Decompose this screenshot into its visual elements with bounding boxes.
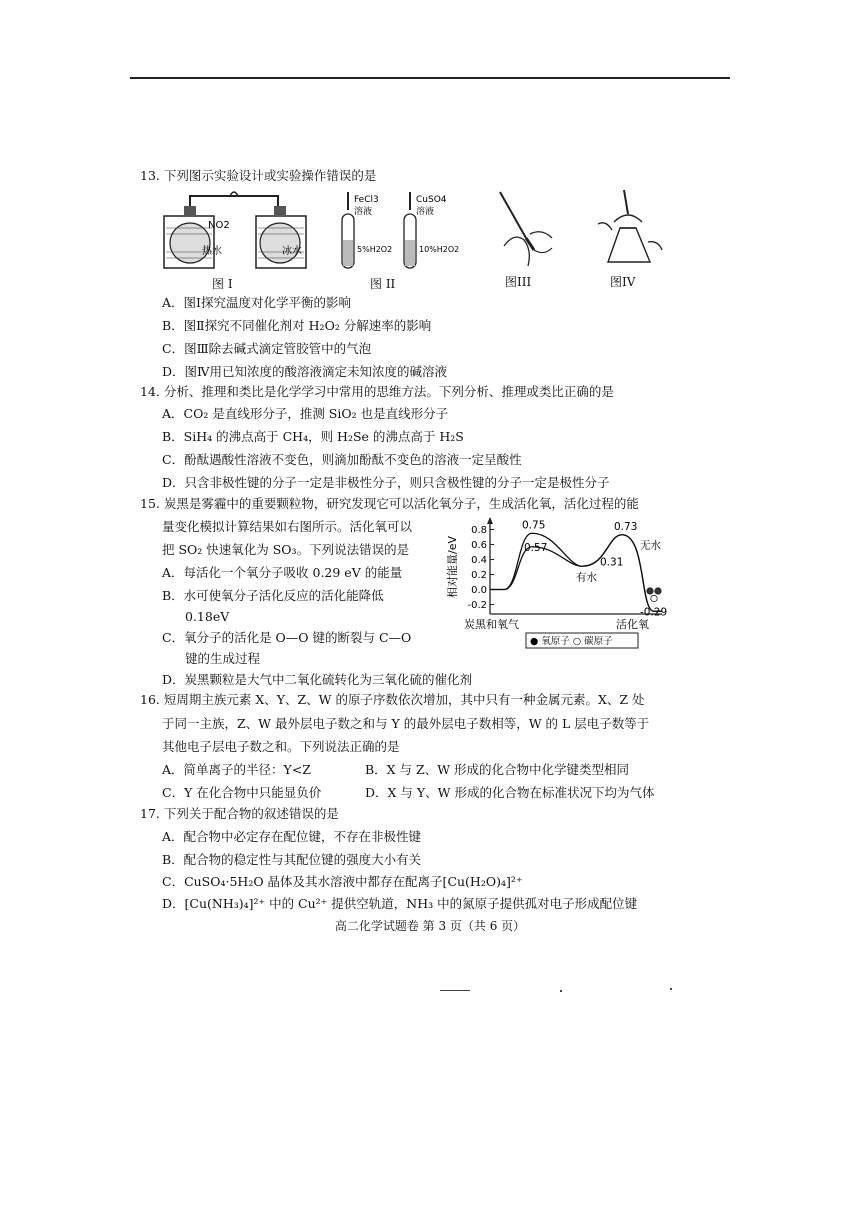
q16-stem-line3: 其他电子层电子数之和。下列说法正确的是: [162, 739, 400, 754]
chart-molecule-icon: [647, 588, 661, 602]
q15-option-b-line2: 0.18eV: [185, 609, 230, 624]
fig2-caption: 图 II: [370, 277, 396, 291]
q15-option-d: D．炭黑颗粒是大气中二氧化硫转化为三氧化硫的催化剂: [162, 672, 473, 687]
chart-label-neg-0-29: -0.29: [640, 606, 668, 619]
fig1-no2-label: NO2: [208, 220, 230, 231]
q13-option-c: C．图Ⅲ除去碱式滴定管胶管中的气泡: [162, 341, 372, 356]
q15-stem-line3: 把 SO₂ 快速氧化为 SO₃。下列说法错误的是: [162, 542, 410, 557]
fig2-cuso4-solution-label: 溶液: [416, 207, 435, 217]
chart-y-tick-label: 0.4: [471, 555, 487, 566]
q17-option-c: C．CuSO₄·5H₂O 晶体及其水溶液中都存在配离子[Cu(H₂O)₄]²⁺: [162, 874, 523, 889]
q15-option-b-line1: B．水可使氧分子活化反应的活化能降低: [162, 588, 384, 603]
energy-profile-chart: [440, 516, 670, 658]
top-rule: [130, 77, 730, 79]
q15-option-c-line2: 键的生成过程: [185, 651, 261, 666]
chart-x-label-left: 炭黑和氧气: [464, 618, 519, 631]
q15-stem-line1: 15. 炭黑是雾霾中的重要颗粒物，研究发现它可以活化氧分子，生成活化氧，活化过程的能: [140, 496, 639, 511]
chart-y-axis-label: 相对能量/eV: [446, 536, 459, 598]
q17-option-a: A．配合物中必定存在配位键，不存在非极性键: [162, 829, 422, 844]
q14-option-d: D．只含非极性键的分子一定是非极性分子，则只含极性键的分子一定是极性分子: [162, 475, 610, 490]
scan-mark: [440, 990, 470, 991]
q15-option-c-line1: C．氧分子的活化是 O—O 键的断裂与 C—O: [162, 630, 412, 645]
q17-option-b: B．配合物的稳定性与其配位键的强度大小有关: [162, 852, 422, 867]
q13-stem: 13. 下列图示实验设计或实验操作错误的是: [140, 168, 377, 183]
q15-stem-line2: 量变化模拟计算结果如右图所示。活化氧可以: [162, 519, 413, 534]
fig1-caption: 图 I: [212, 277, 233, 291]
q17-option-d: D．[Cu(NH₃)₄]²⁺ 中的 Cu²⁺ 提供空轨道，NH₃ 中的氮原子提供孤对电子形成配位键: [162, 896, 638, 911]
figure-4-apparatus: [590, 188, 670, 272]
q13-option-a: A．图Ⅰ探究温度对化学平衡的影响: [162, 295, 351, 310]
chart-label-0-73: 0.73: [614, 520, 638, 533]
chart-label-0-75: 0.75: [522, 519, 546, 532]
chart-series-label-no-water: 无水: [640, 539, 661, 552]
fig3-caption: 图III: [505, 275, 532, 289]
fig2-cuso4-label: CuSO4: [416, 195, 447, 205]
q16-stem-line1: 16. 短周期主族元素 X、Y、Z、W 的原子序数依次增加，其中只有一种金属元素。X、Z 处: [140, 692, 645, 707]
q14-option-a: A．CO₂ 是直线形分子，推测 SiO₂ 也是直线形分子: [162, 406, 449, 421]
fig2-h2o2-10-label: 10%H2O2: [419, 245, 460, 254]
chart-y-tick-label: 0.6: [471, 540, 487, 551]
q15-option-a: A．每活化一个氧分子吸收 0.29 eV 的能量: [162, 565, 403, 580]
scan-mark: [560, 990, 562, 992]
chart-y-tick-label: 0.8: [471, 525, 487, 536]
fig2-h2o2-5-label: 5%H2O2: [357, 245, 393, 254]
q13-option-d: D．图Ⅳ用已知浓度的酸溶液滴定未知浓度的碱溶液: [162, 364, 448, 379]
figure-1-apparatus: [160, 188, 330, 288]
scan-mark: [670, 988, 672, 990]
chart-y-tick-label: 0.2: [471, 570, 487, 581]
page-footer: 高二化学试题卷 第 3 页（共 6 页）: [334, 919, 526, 933]
fig2-fecl3-solution-label: 溶液: [354, 207, 373, 217]
q16-option-a: A．简单离子的半径：Y<Z: [162, 762, 311, 777]
chart-x-label-right: 活化氧: [616, 618, 649, 631]
fig2-fecl3-label: FeCl3: [354, 195, 379, 205]
chart-legend: ● 氧原子 ○ 碳原子: [530, 636, 613, 647]
chart-y-tick-label: 0.0: [471, 585, 487, 596]
q14-stem: 14. 分析、推理和类比是化学学习中常用的思维方法。下列分析、推理或类比正确的是: [140, 384, 614, 399]
q16-option-b: B．X 与 Z、W 形成的化合物中化学键类型相同: [365, 762, 630, 777]
figure-2-apparatus: [338, 188, 468, 274]
q14-option-c: C．酚酞遇酸性溶液不变色，则滴加酚酞不变色的溶液一定呈酸性: [162, 452, 522, 467]
q16-option-c: C．Y 在化合物中只能显负价: [162, 785, 322, 800]
chart-label-0-57: 0.57: [524, 541, 548, 554]
fig4-caption: 图IV: [610, 275, 636, 289]
q17-stem: 17. 下列关于配合物的叙述错误的是: [140, 806, 339, 821]
fig1-hot-label: 热水: [202, 246, 222, 257]
q16-option-d: D．X 与 Y、W 形成的化合物在标准状况下均为气体: [365, 785, 655, 800]
figure-3-apparatus: [490, 190, 560, 272]
q16-stem-line2: 于同一主族，Z、W 最外层电子数之和与 Y 的最外层电子数相等，W 的 L 层电子数等于: [162, 716, 650, 731]
fig1-ice-label: 冰水: [282, 246, 302, 257]
chart-y-axis-arrow: [487, 517, 493, 524]
chart-y-tick-label: -0.2: [467, 600, 487, 611]
chart-label-0-31: 0.31: [600, 556, 624, 569]
q14-option-b: B．SiH₄ 的沸点高于 CH₄，则 H₂Se 的沸点高于 H₂S: [162, 429, 464, 444]
chart-series-label-with-water: 有水: [576, 571, 597, 584]
q13-option-b: B．图Ⅱ探究不同催化剂对 H₂O₂ 分解速率的影响: [162, 318, 432, 333]
